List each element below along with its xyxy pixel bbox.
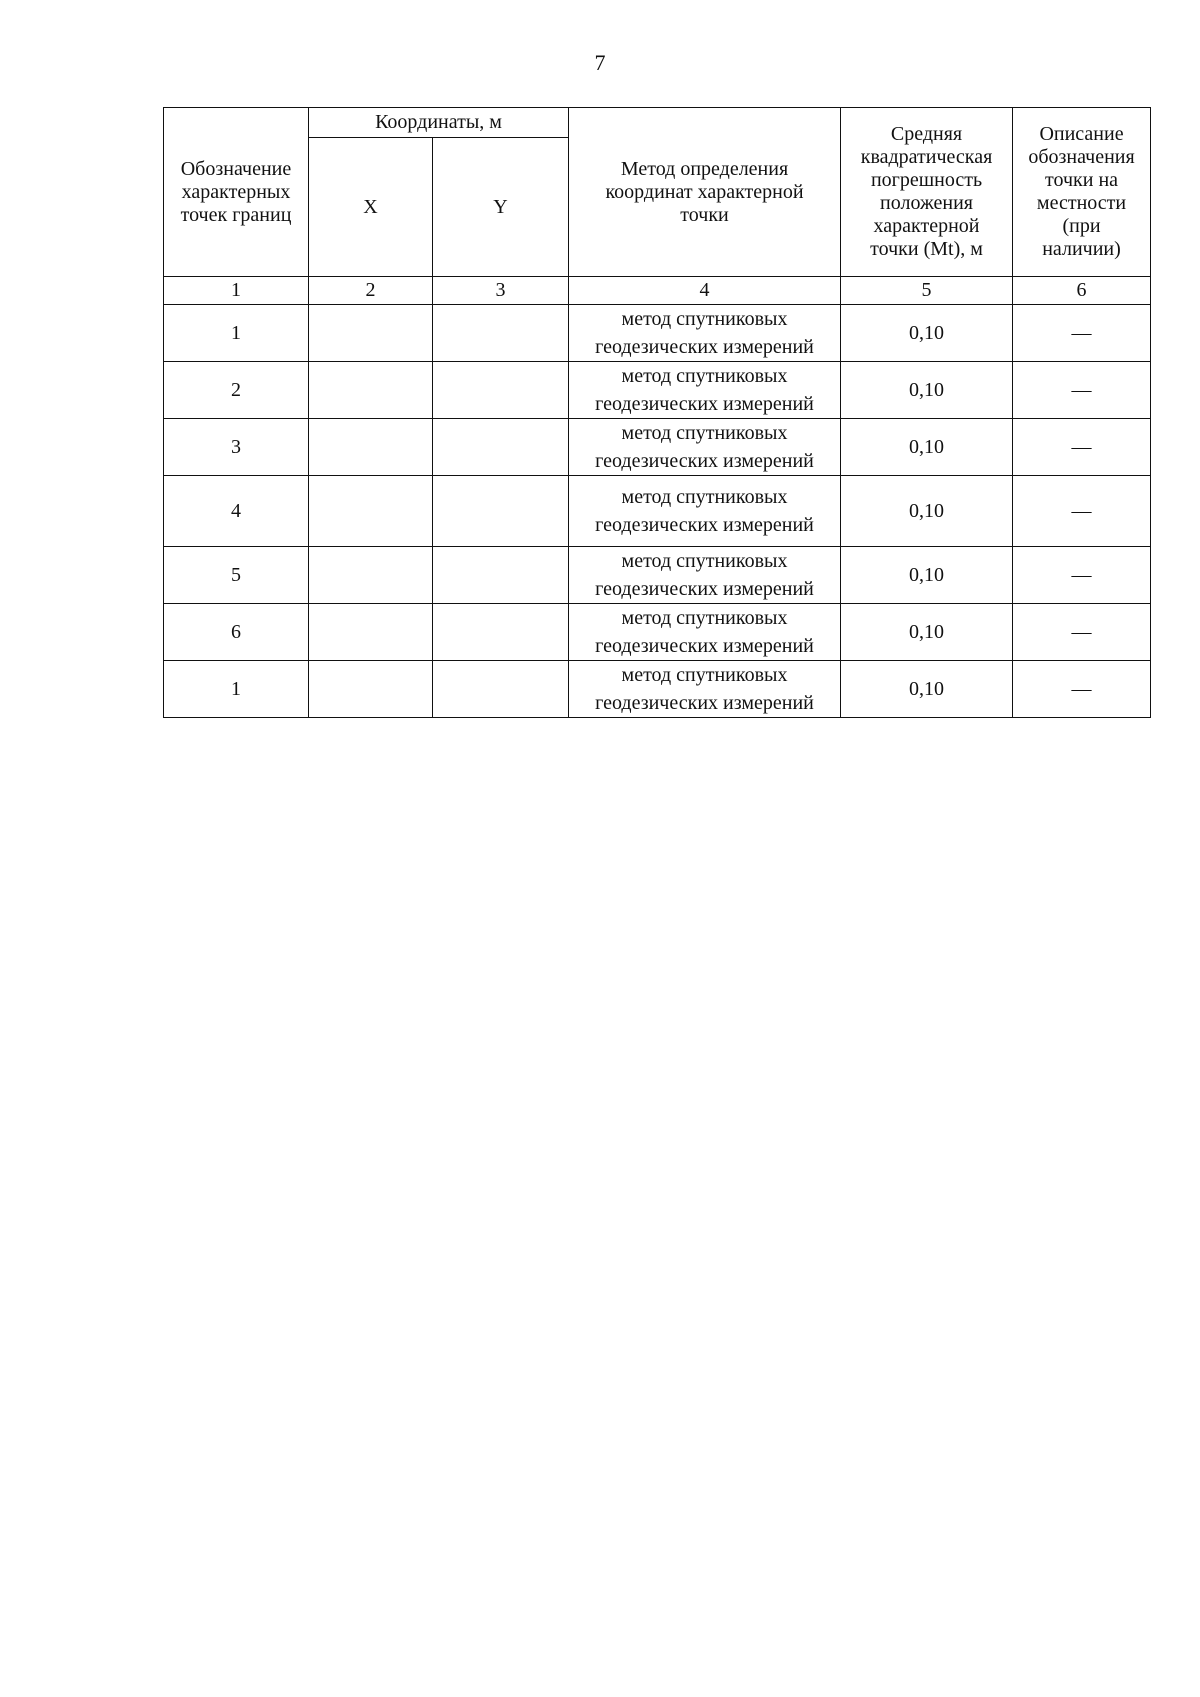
error-cell: 0,10: [841, 305, 1013, 362]
point-cell: 5: [164, 547, 309, 604]
table-row: [164, 476, 1151, 547]
error-cell: 0,10: [841, 604, 1013, 661]
header-y: Y: [433, 138, 569, 277]
method-cell: метод спутниковых геодезических измерений: [569, 476, 841, 547]
point-cell: 6: [164, 604, 309, 661]
method-cell: метод спутниковых геодезических измерений: [569, 604, 841, 661]
description-cell: —: [1013, 547, 1151, 604]
description-cell: —: [1013, 419, 1151, 476]
table-body: [164, 305, 1151, 718]
coordinates-table: [163, 107, 1151, 718]
error-cell: 0,10: [841, 419, 1013, 476]
header-point-designation: Обозначение характерных точек границ: [164, 108, 309, 277]
error-cell: 0,10: [841, 476, 1013, 547]
method-cell: метод спутниковых геодезических измерений: [569, 661, 841, 718]
column-number: 6: [1013, 277, 1151, 305]
table-row: [164, 604, 1151, 661]
description-cell: —: [1013, 476, 1151, 547]
description-cell: —: [1013, 661, 1151, 718]
y-cell: [433, 476, 569, 547]
y-cell: [433, 362, 569, 419]
x-cell: [309, 305, 433, 362]
table-row: [164, 362, 1151, 419]
description-cell: —: [1013, 362, 1151, 419]
y-cell: [433, 661, 569, 718]
x-cell: [309, 661, 433, 718]
error-cell: 0,10: [841, 661, 1013, 718]
column-number: 4: [569, 277, 841, 305]
column-number: 5: [841, 277, 1013, 305]
x-cell: [309, 547, 433, 604]
table-row: [164, 305, 1151, 362]
header-method: Метод определения координат характерной точки: [569, 108, 841, 277]
point-cell: 4: [164, 476, 309, 547]
column-number: 1: [164, 277, 309, 305]
x-cell: [309, 476, 433, 547]
header-x: X: [309, 138, 433, 277]
method-cell: метод спутниковых геодезических измерений: [569, 305, 841, 362]
y-cell: [433, 547, 569, 604]
header-error: Средняя квадратическая погрешность положения характерной точки (Mt), м: [841, 108, 1013, 277]
x-cell: [309, 604, 433, 661]
point-cell: 1: [164, 661, 309, 718]
point-cell: 2: [164, 362, 309, 419]
method-cell: метод спутниковых геодезических измерений: [569, 547, 841, 604]
column-numbers-row: [164, 277, 1151, 305]
point-cell: 1: [164, 305, 309, 362]
point-cell: 3: [164, 419, 309, 476]
table-row: [164, 419, 1151, 476]
table-row: [164, 661, 1151, 718]
y-cell: [433, 419, 569, 476]
error-cell: 0,10: [841, 362, 1013, 419]
column-number: 3: [433, 277, 569, 305]
table-header: [164, 108, 1151, 305]
header-coordinates: Координаты, м: [309, 108, 569, 138]
y-cell: [433, 604, 569, 661]
table-row: [164, 547, 1151, 604]
method-cell: метод спутниковых геодезических измерений: [569, 362, 841, 419]
header-description: Описание обозначения точки на местности (при наличии): [1013, 108, 1151, 277]
y-cell: [433, 305, 569, 362]
error-cell: 0,10: [841, 547, 1013, 604]
description-cell: —: [1013, 604, 1151, 661]
x-cell: [309, 362, 433, 419]
x-cell: [309, 419, 433, 476]
description-cell: —: [1013, 305, 1151, 362]
method-cell: метод спутниковых геодезических измерений: [569, 419, 841, 476]
page-number: 7: [594, 50, 606, 75]
column-number: 2: [309, 277, 433, 305]
